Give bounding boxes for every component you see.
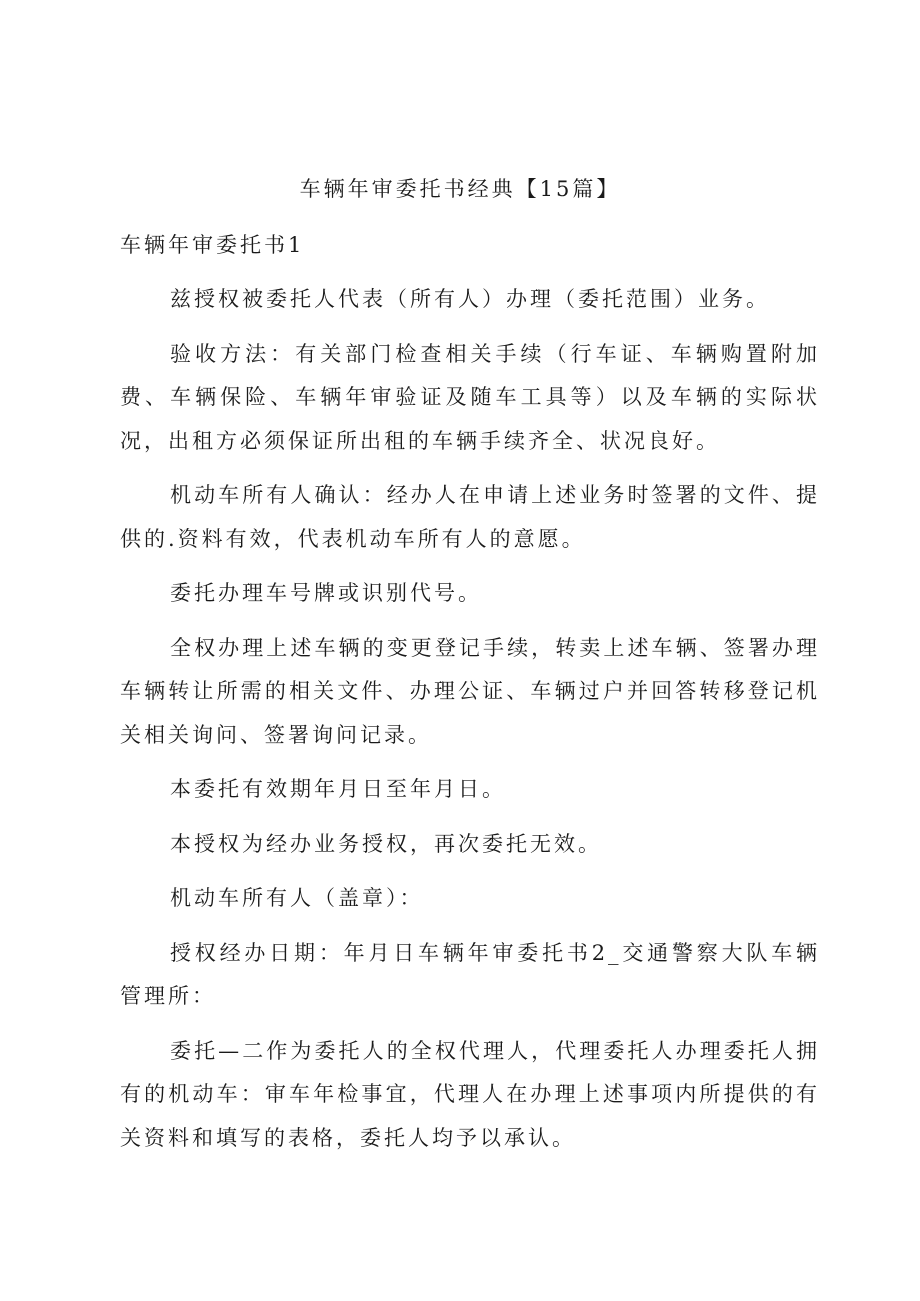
paragraph: 本委托有效期年月日至年月日。 — [170, 777, 506, 801]
paragraph: 验收方法：有关部门检查相关手续（行车证、车辆购置附加费、车辆保险、车辆年审验证及随车工具等）以及车辆的实际状况，出租方必须保证所出租的车辆手续齐全、状况良好。 — [120, 341, 820, 453]
section-heading: 车辆年审委托书1 — [120, 233, 305, 257]
paragraph: 委托—二作为委托人的全权代理人，代理委托人办理委托人拥有的机动车：审车年检事宜，代理人在办理上述事项内所提供的有关资料和填写的表格，委托人均予以承认。 — [120, 1038, 820, 1150]
paragraph: 兹授权被委托人代表（所有人）办理（委托范围）业务。 — [170, 287, 770, 311]
paragraph: 全权办理上述车辆的变更登记手续，转卖上述车辆、签署办理车辆转让所需的相关文件、办理公证、车辆过户并回答转移登记机关相关询问、签署询问记录。 — [120, 635, 820, 747]
document-title: 车辆年审委托书经典【15篇】 — [299, 177, 621, 201]
document-body — [120, 278, 820, 1171]
paragraph: 委托办理车号牌或识别代号。 — [170, 581, 482, 605]
paragraph: 机动车所有人（盖章）： — [170, 886, 424, 910]
paragraph: 机动车所有人确认：经办人在申请上述业务时签署的文件、提供的.资料有效，代表机动车所有人的意愿。 — [120, 483, 820, 551]
paragraph: 授权经办日期：年月日车辆年审委托书2_交通警察大队车辆管理所： — [120, 940, 820, 1008]
paragraph: 本授权为经办业务授权，再次委托无效。 — [170, 831, 602, 856]
